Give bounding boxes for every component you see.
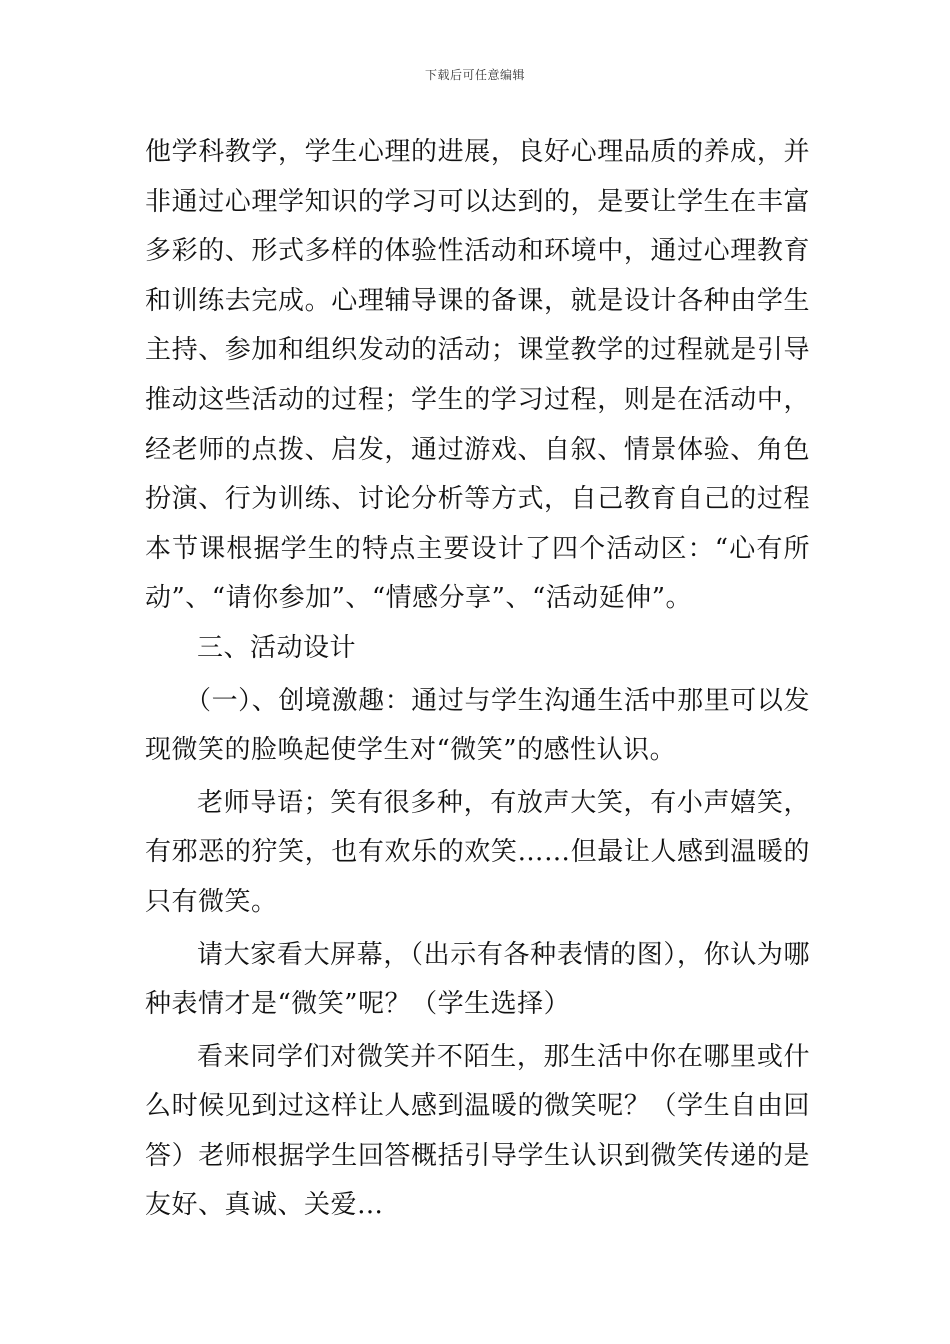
paragraph-step-one: （一）、创境激趣：通过与学生沟通生活中那里可以发现微笑的脸唤起使学生对“微笑”的感性认识。 [145,685,810,766]
paragraph-smile-discussion: 看来同学们对微笑并不陌生，那生活中你在哪里或什么时候见到过这样让人感到温暖的微笑呢？（学生自由回答）老师根据学生回答概括引导学生认识到微笑传递的是友好、真诚、关爱… [145,1041,810,1221]
document-body [145,128,810,1231]
paragraph-screen-question: 请大家看大屏幕，（出示有各种表情的图），你认为哪种表情才是“微笑”呢？（学生选择） [145,939,810,1020]
page-header: 下载后可任意编辑 [424,68,525,82]
paragraph-teacher-intro: 老师导语；笑有很多种，有放声大笑，有小声嬉笑，有邪恶的狞笑，也有欢乐的欢笑……但最让人感到温暖的只有微笑。 [145,787,810,917]
section-heading-activity-design: 三、活动设计 [197,632,357,663]
paragraph-intro: 他学科教学，学生心理的进展，良好心理品质的养成，并非通过心理学知识的学习可以达到的，是要让学生在丰富多彩的、形式多样的体验性活动和环境中，通过心理教育和训练去完成。心理辅导课的备课，就是设计各种由学生主持、参加和组织发动的活动；课堂教学的过程就是引导推动这些活动的过程；学生的学习过程，则是在活动中，经老师的点拨、启发，通过游戏、自叙、情景体验、角色扮演、行为训练、讨论分析等方式，自己教育自己的过程本节课根据学生的特点主要设计了四个活动区：“心有所动”、“请你参加”、“情感分享”、“活动延伸”。 [145,137,810,614]
